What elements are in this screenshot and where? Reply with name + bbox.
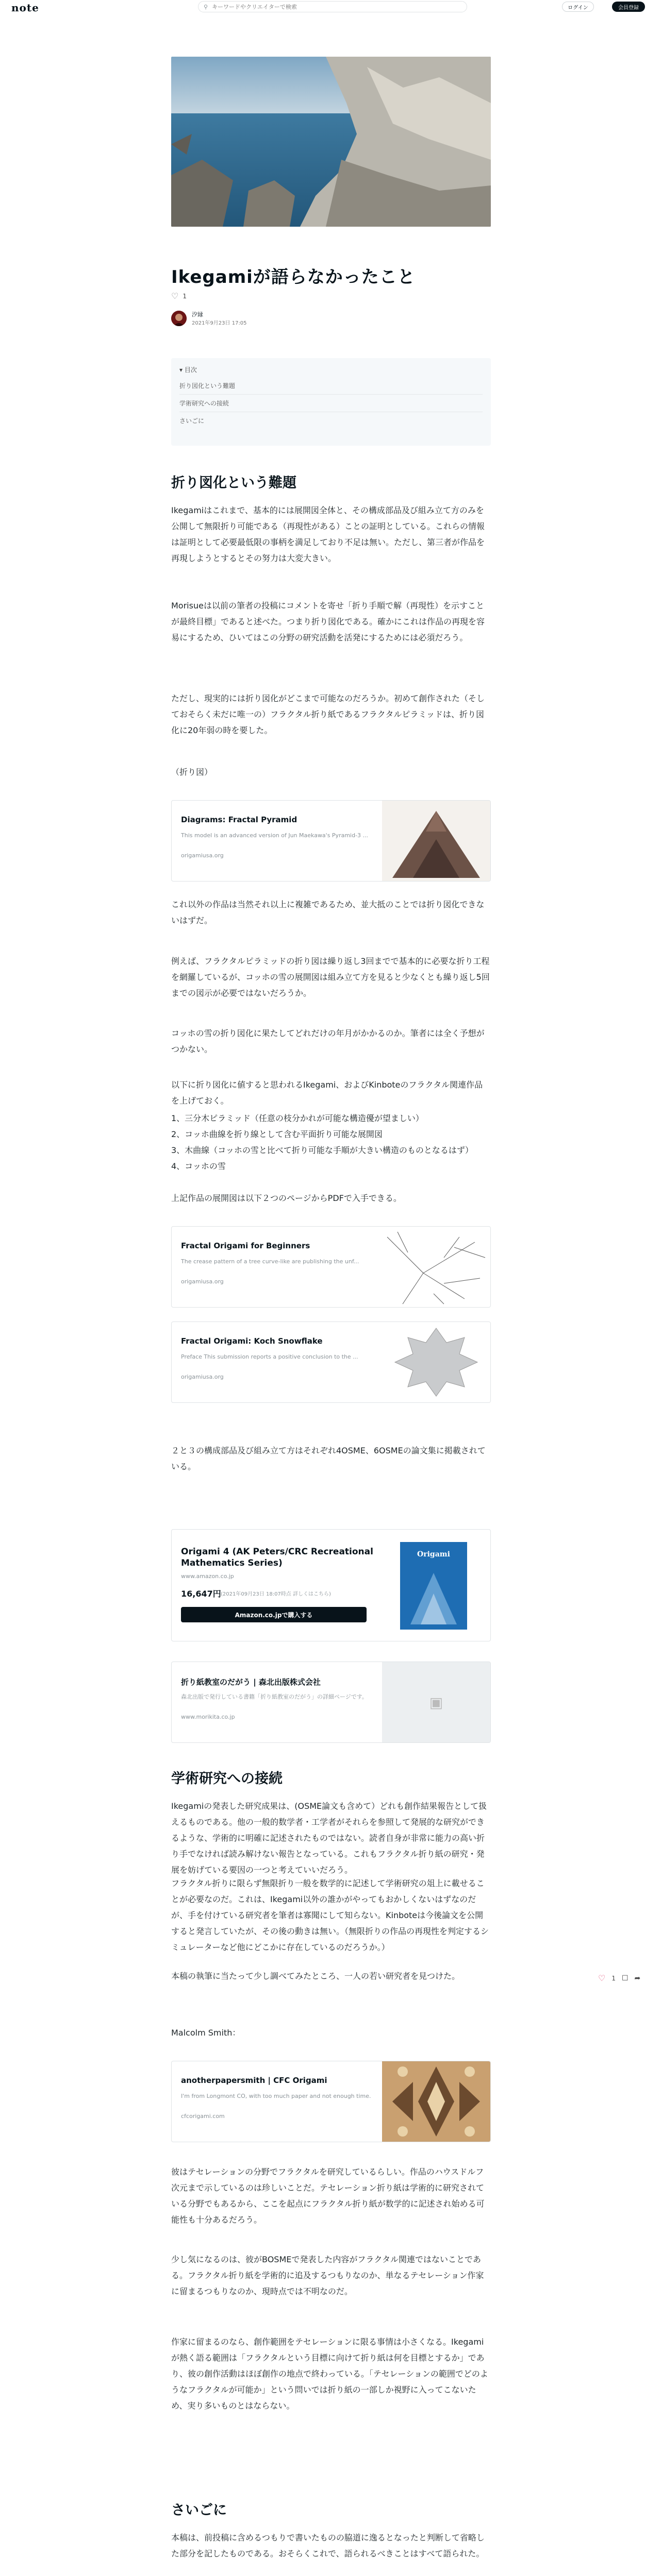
like-count: 1 — [183, 292, 187, 300]
paragraph: Ikegamiはこれまで、基本的には展開図全体と、その構成部品及び組み立て方のみを公開して無限折り可能である（再現性がある）ことの証明としている。これらの情報は証明として必要最低限の事柄を満足しており不足は無い。ただし、第三者が作品を再現しようとするとその努力は大変大きい。 — [171, 505, 485, 563]
image-placeholder-icon: ▣ — [429, 1693, 443, 1711]
paragraph: これ以外の作品は当然それ以上に複雑であるため、並大抵のことでは折り図化できないはずだ。 — [171, 900, 485, 925]
bookmark-icon[interactable]: ☐ — [621, 1974, 628, 1982]
toc-item[interactable]: 学術研究への接続 — [179, 395, 483, 412]
hero-image — [171, 57, 491, 227]
card-title: anotherpapersmith | CFC Origami — [181, 2076, 327, 2085]
paragraph: 例えば、フラクタルピラミッドの折り図は繰り返し3回までで基本的に必要な折り工程を網羅しているが、コッホの雪の展開図は組み立て方を見ると少なくとも繰り返し5回までの図示が必要ではないだろうか。 — [171, 956, 490, 998]
link-card[interactable] — [171, 1321, 491, 1403]
card-title: Fractal Origami: Koch Snowflake — [181, 1336, 323, 1346]
product-price: 16,647円 — [181, 1589, 221, 1599]
link-card[interactable] — [171, 2061, 491, 2142]
buy-amazon-button[interactable]: Amazon.co.jpで購入する — [181, 1607, 367, 1622]
heart-icon[interactable]: ♡ — [598, 1973, 606, 1983]
card-thumbnail — [382, 1662, 490, 1742]
list-item: 3、木曲線（コッホの雪と比べて折り可能な手順が大きい構造のものとなるはず） — [171, 1145, 473, 1155]
card-url: www.morikita.co.jp — [181, 1714, 235, 1720]
card-description: 森北出版で発行している書籍「折り紙教室のだがう」の詳細ページです。 — [181, 1693, 368, 1700]
paragraph: 作家に留まるのなら、創作範囲をテセレーションに限る事情は小さくなる。Ikegamiが熱く語る範囲は「フラクタルという目標に向けて折り紙は何を目標とするか」であり、彼の創作活動はほぼ創作の地点で終わっている。「テセレーションの範囲でどのようなフラクタルが可能か」という問いでは折り紙の一部しか視野に入ってこないため、実り多いものとはならない。 — [171, 2337, 488, 2411]
author-name[interactable]: 汐縁 — [192, 311, 203, 318]
section-heading: さいごに — [171, 2502, 227, 2518]
card-description: Preface This submission reports a positive conclusion to the ... — [181, 1353, 358, 1360]
card-thumbnail — [382, 2061, 490, 2142]
link-card[interactable] — [171, 1662, 491, 1743]
site-header — [0, 0, 662, 15]
card-description: I'm from Longmont CO, with too much paper and not enough time. — [181, 2093, 371, 2099]
paragraph: Ikegamiの発表した研究成果は、(OSME論文も含めて）どれも創作結果報告として扱えるものである。他の一般的数学者・工学者がそれらを参照して発展的な研究ができるような、学術的に明確に記述されたものではない。読者自身が非常に能力の高い折り手でなければ読み解けない報告となっている。これもフラクタル折り紙の研究・発展を妨げている要因の一つと考えていいだろう。 — [171, 1801, 487, 1875]
card-title: 折り紙教室のだがう | 森北出版株式会社 — [181, 1677, 321, 1687]
card-title: Diagrams: Fractal Pyramid — [181, 815, 297, 824]
product-host: www.amazon.co.jp — [181, 1573, 234, 1580]
paragraph: フラクタル折りに限らず無限折り一般を数学的に記述して学術研究の俎上に載せることが必要なのだ。これは、Ikegami以外の誰かがやってもおかしくないはずなのだが、手を付けている研究者を筆者は寡聞にして知らない。Kinboteは今後論文を公開すると発言していたが、その後の動きは無い。（無限折りの作品の再現性を判定するシミュレーターなど他にどこかに存在しているのだろうか。） — [171, 1878, 489, 1952]
paragraph: Morisueは以前の筆者の投稿にコメントを寄せ「折り手順で解（再現性）を示すことが最終目標」であると述べた。つまり折り図化である。確かにこれは作品の再現を容易にするため、ひいてはこの分野の研究活動を活発にするためには必須だろう。 — [171, 601, 485, 642]
card-thumbnail — [382, 1322, 490, 1402]
numbered-list — [171, 1110, 491, 1174]
search-input[interactable] — [212, 4, 459, 10]
floating-action-bar — [598, 1973, 640, 1983]
login-button[interactable]: ログイン — [562, 2, 594, 12]
paragraph: コッホの雪の折り図化に果たしてどれだけの年月がかかるのか。筆者には全く予想がつかない。 — [171, 1028, 485, 1054]
section-heading: 学術研究への接続 — [171, 1771, 283, 1787]
card-url: cfcorigami.com — [181, 2113, 225, 2120]
list-item: 2、コッホ曲線を折り線として含む平面折り可能な展開図 — [171, 1129, 383, 1139]
author-info — [171, 311, 247, 326]
paragraph: Malcolm Smith： — [171, 2028, 241, 2038]
article-title: Ikegamiが語らなかったこと — [171, 267, 416, 287]
paragraph: 以下に折り図化に値すると思われるIkegami、およびKinboteのフラクタル関連作品を上げておく。 — [171, 1080, 483, 1106]
card-thumbnail — [382, 1227, 490, 1307]
search-icon: ⚲ — [204, 3, 208, 10]
price-note: (2021年09月23日 18:07時点 詳しくはこちら) — [221, 1591, 331, 1597]
paragraph: ただし、現実的には折り図化がどこまで可能なのだろうか。初めて創作された（そしておそらく未だに唯一の）フラクタル折り紙であるフラクタルピラミッドは、折り図化に20年弱の時を要した。 — [171, 693, 485, 735]
paragraph: （折り図） — [171, 767, 213, 777]
paragraph: 上記作品の展開図は以下２つのページからPDFで入手できる。 — [171, 1193, 402, 1203]
heart-icon[interactable]: ♡ — [171, 291, 179, 301]
note-logo[interactable]: note — [11, 2, 39, 14]
paragraph: 彼はテセレーションの分野でフラクタルを研究しているらしい。作品のハウスドルフ次元まで示しているのは珍しいことだ。テセレーション折り紙は学術的に研究されている分野でもあるから、ここを起点にフラクタル折り紙が数学的に記述され始める可能性も十分あるだろう。 — [171, 2167, 485, 2225]
card-url: origamiusa.org — [181, 1278, 224, 1285]
link-card[interactable] — [171, 1226, 491, 1308]
book-cover — [400, 1542, 467, 1630]
paragraph: ２と３の構成部品及び組み立て方はそれぞれ4OSME、6OSMEの論文集に掲載されている。 — [171, 1446, 486, 1471]
card-url: origamiusa.org — [181, 852, 224, 859]
book-cover-title: Origami — [417, 1550, 450, 1558]
amazon-product-card[interactable] — [171, 1529, 491, 1641]
paragraph: 少し気になるのは、彼がBOSMEで発表した内容がフラクタル関連ではないことである。フラクタル折り紙を学術的に追及するつもりなのか、単なるテセレーション作家に留まるつもりなのか、現時点では不明なのだ。 — [171, 2255, 484, 2296]
table-of-contents — [171, 358, 491, 446]
card-title: Fractal Origami for Beginners — [181, 1241, 310, 1250]
search-box[interactable] — [198, 1, 467, 12]
share-icon[interactable]: ➦ — [634, 1974, 641, 1982]
card-url: origamiusa.org — [181, 1374, 224, 1380]
list-item: 1、三分木ピラミッド（任意の枝分かれが可能な構造優が望ましい） — [171, 1113, 424, 1123]
toc-item[interactable]: 折り図化という難題 — [179, 377, 483, 395]
like-summary — [171, 291, 187, 301]
paragraph: 本稿の執筆に当たって少し調べてみたところ、一人の若い研究者を見つけた。 — [171, 1971, 460, 1981]
chevron-down-icon: ▾ — [179, 366, 183, 374]
publish-date: 2021年9月23日 17:05 — [192, 320, 247, 326]
list-item: 4、コッホの雪 — [171, 1161, 226, 1171]
toc-item[interactable]: さいごに — [179, 417, 205, 425]
card-thumbnail — [382, 801, 490, 881]
card-description: The crease pattern of a tree curve-like are publishing the unf... — [181, 1258, 359, 1265]
toc-heading[interactable]: ▾ 目次 — [179, 366, 197, 374]
avatar[interactable] — [171, 311, 187, 326]
sidebar-like-count: 1 — [611, 1974, 616, 1982]
paragraph: 本稿は、前投稿に含めるつもりで書いたものの脇道に逸るとなったと判断して省略した部分を記したものである。おそらくこれで、語られるべきことはすべて語られた。 — [171, 2533, 485, 2558]
card-description: This model is an advanced version of Jun Maekawa's Pyramid-3 ... — [181, 832, 369, 839]
link-card[interactable] — [171, 800, 491, 882]
signup-button[interactable]: 会員登録 — [612, 2, 645, 12]
section-heading: 折り図化という難題 — [171, 475, 296, 491]
product-title: Origami 4 (AK Peters/CRC Recreational Mathematics Series) — [181, 1547, 373, 1568]
